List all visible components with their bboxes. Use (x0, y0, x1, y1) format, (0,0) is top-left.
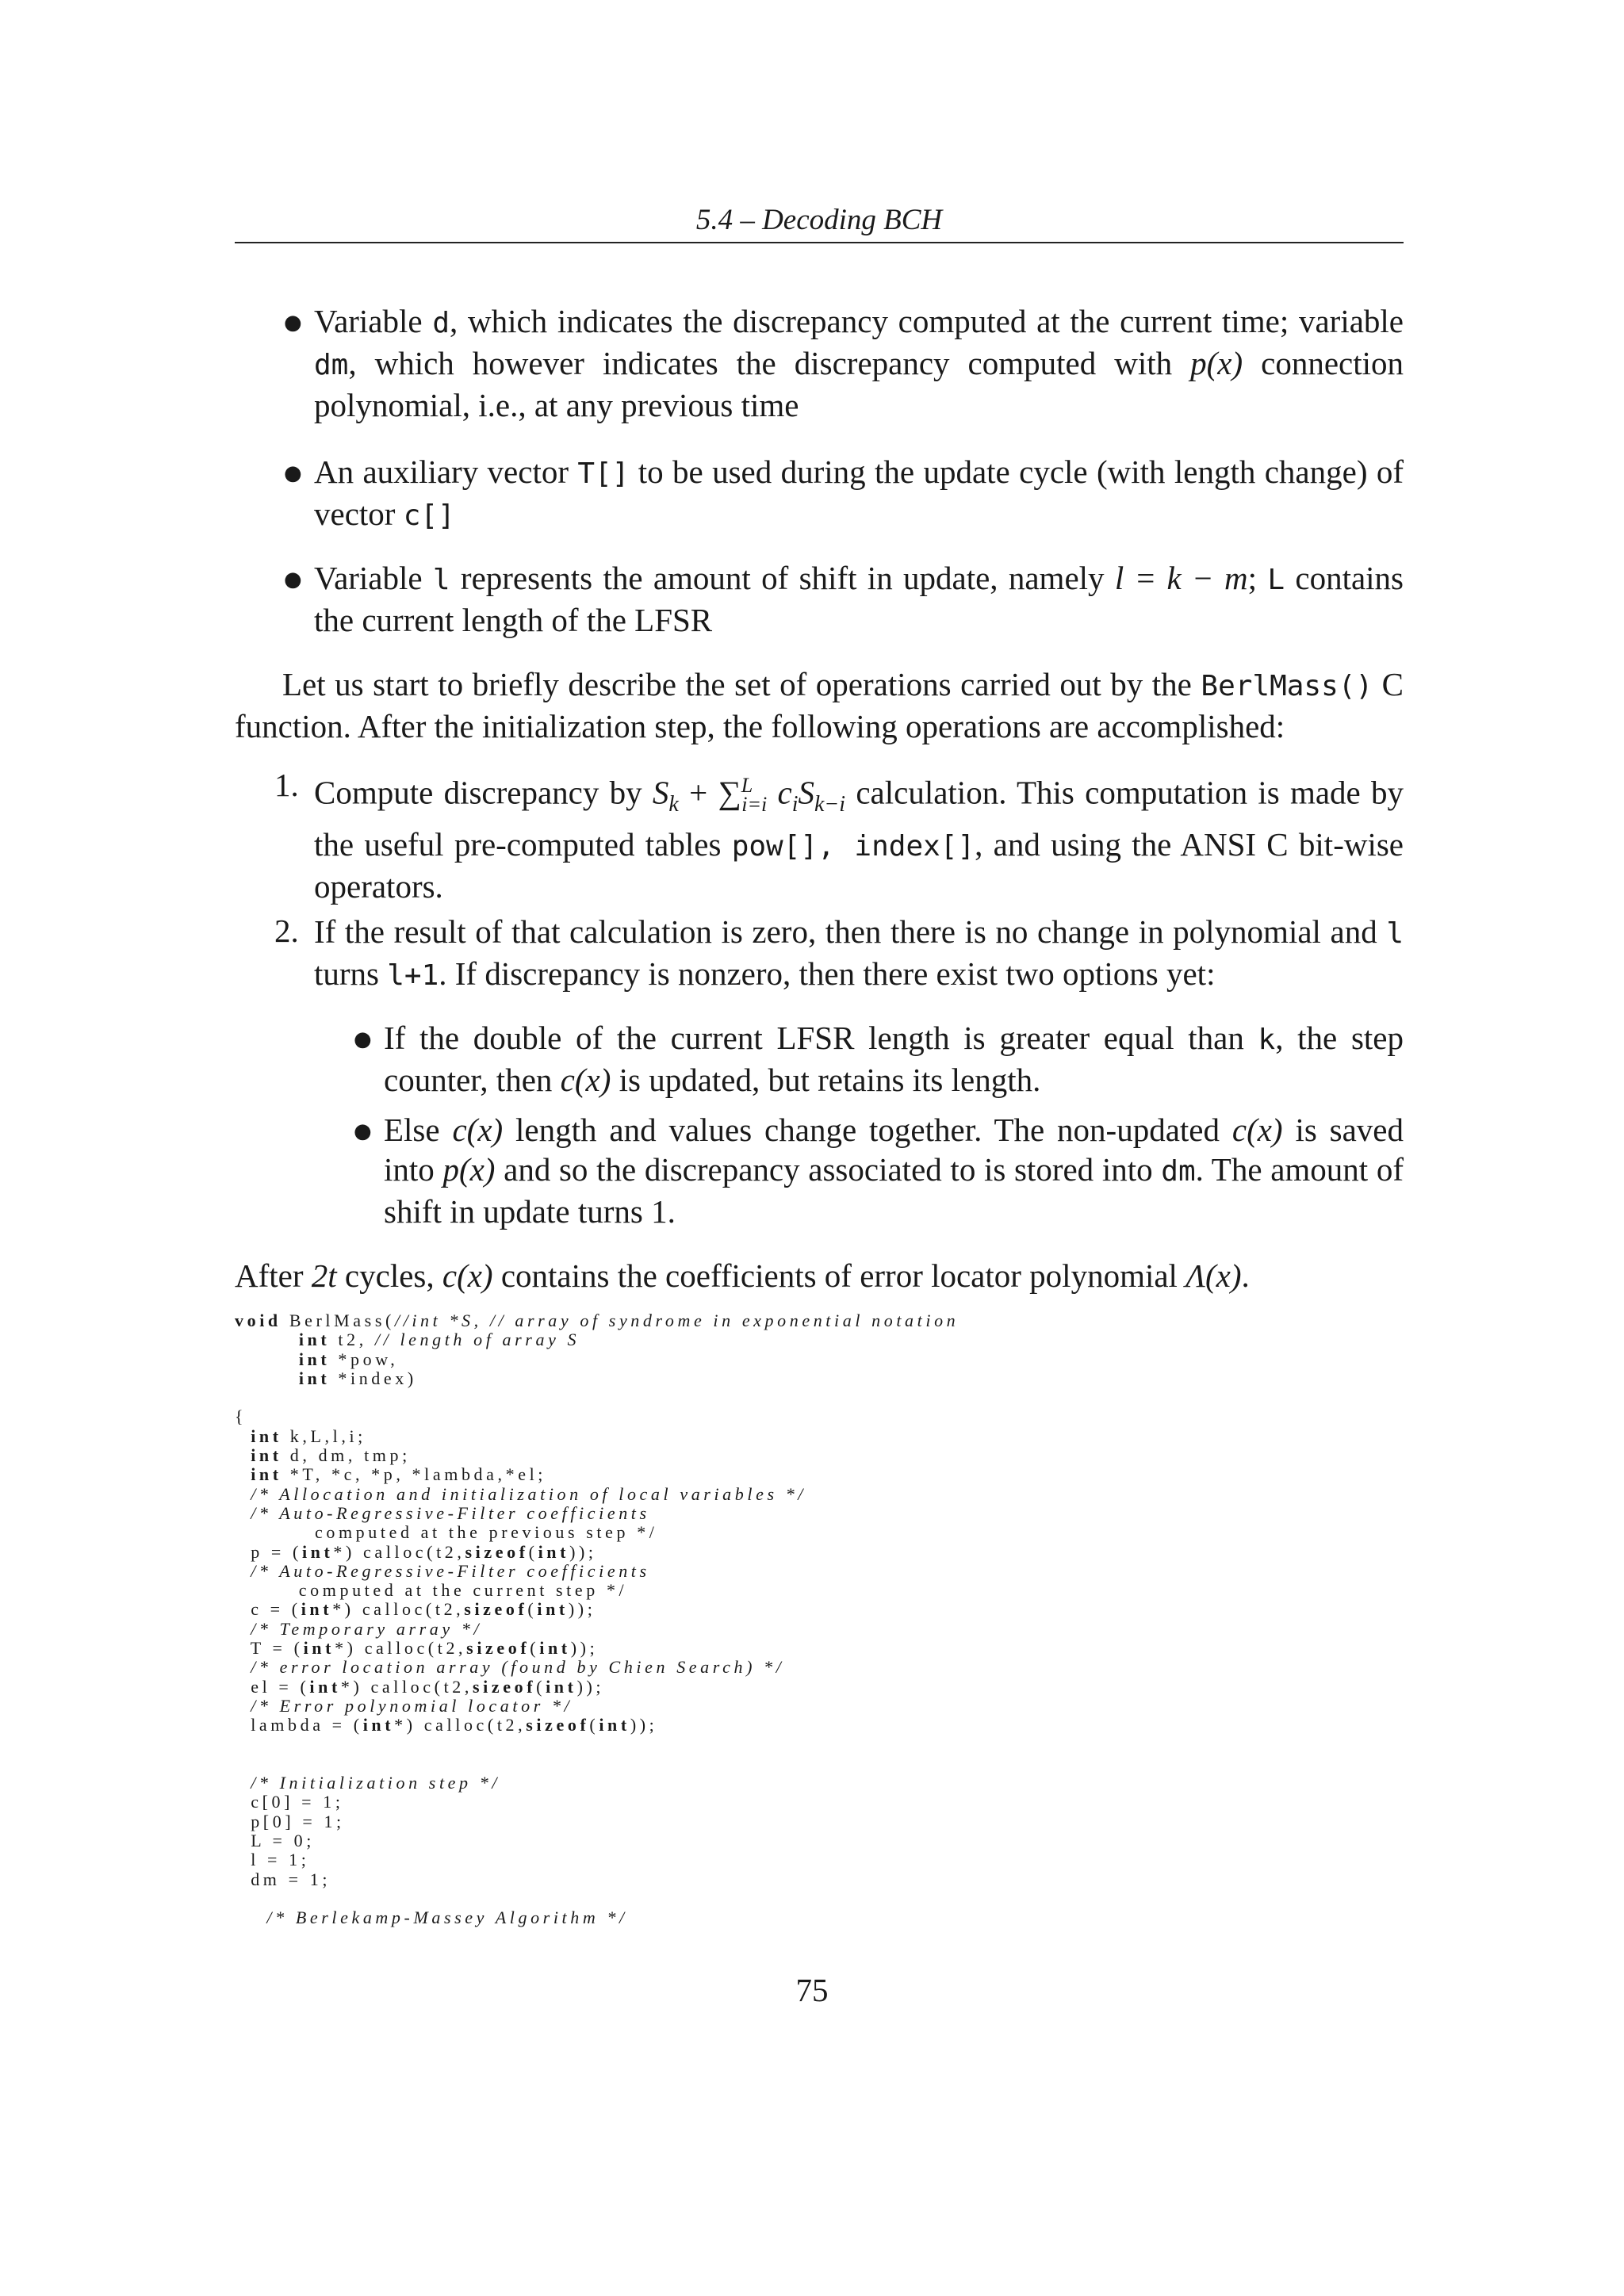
math-inline: c(x) (442, 1257, 493, 1294)
code-line (235, 1735, 959, 1755)
code-line: int t2, // length of array S (298, 1330, 580, 1350)
code-line: int *pow, (298, 1349, 399, 1369)
code-line: /* Berlekamp-Massey Algorithm */ (266, 1908, 628, 1928)
code-line (235, 1889, 959, 1908)
header-rule (235, 242, 1404, 243)
text-run: is saved into (384, 1112, 1404, 1188)
numbered-item-result (314, 912, 1404, 996)
code-inline: k (1258, 1024, 1276, 1056)
math-sum: + ∑ (678, 774, 741, 811)
math-subscript: i (791, 791, 799, 817)
code-line: { (235, 1406, 247, 1427)
bullet-icon: ● (354, 1027, 372, 1051)
text-run: Compute discrepancy by (314, 774, 653, 811)
text-run: and so the discrepancy associated to is stored into (495, 1151, 1162, 1188)
code-line: /* Auto-Regressive-Filter coefficients (251, 1502, 650, 1523)
math-superscript: L (741, 774, 753, 797)
code-line: int d, dm, tmp; (251, 1445, 411, 1466)
math-inline: c(x) (1231, 1112, 1283, 1148)
list-number: 2. (274, 913, 299, 949)
code-line: void BerlMass(//int *S, // array of syndrome in exponential notation (235, 1311, 959, 1330)
code-line: int k,L,l,i; (251, 1425, 366, 1446)
math-inline: p(x) (1190, 345, 1243, 381)
sub-bullet-length-change (384, 1110, 1404, 1231)
text-run: represents the amount of shift in update, namely (450, 560, 1115, 596)
code-inline: BerlMass() (1201, 670, 1373, 702)
text-run: , the step counter, then (384, 1020, 1404, 1098)
code-line: /* Auto-Regressive-Filter coefficients (251, 1560, 650, 1581)
numbered-item-compute (314, 766, 1404, 906)
code-inline: dm (314, 349, 349, 381)
code-inline: c[] (403, 499, 455, 532)
code-inline: l (1386, 917, 1404, 950)
text-run: Variable (314, 303, 433, 339)
text-run: Variable (314, 560, 433, 596)
text-run: is updated, but retains its length. (611, 1062, 1041, 1098)
code-line: c = (int*) calloc(t2,sizeof(int)); (235, 1599, 596, 1620)
text-run: If the double of the current LFSR length is greater equal than (384, 1020, 1258, 1056)
text-run: An auxiliary vector (314, 453, 578, 490)
math-subscript: i=i (741, 792, 768, 816)
code-line: p[0] = 1; (235, 1811, 345, 1831)
text-run: , and using the ANSI C bit-wise operators. (314, 825, 1404, 905)
text-run: If the result of that calculation is zero, then there is no change in polynomial and (314, 913, 1387, 950)
math-inline: p(x) (442, 1151, 496, 1188)
list-number: 1. (274, 767, 299, 803)
math-inline: c(x) (452, 1112, 504, 1148)
text-run: calculation. This computation is made by the useful pre-computed tables (314, 774, 1404, 863)
text-run: ; (1247, 560, 1268, 596)
code-line: /* Temporary array */ (251, 1618, 483, 1639)
text-run: , which however indicates the discrepancy computed with (348, 345, 1191, 381)
math-subscript: k (668, 791, 679, 817)
code-line: /* Error polynomial locator */ (251, 1695, 573, 1716)
bullet-icon: ● (284, 568, 302, 591)
text-run: connection polynomial, i.e., at any previous time (314, 345, 1404, 423)
code-line (235, 1755, 959, 1774)
text-run: C function. After the initialization step, the following operations are accomplished: (235, 666, 1404, 744)
math-inline: Λ(x) (1185, 1257, 1242, 1294)
code-line: el = (int*) calloc(t2,sizeof(int)); (235, 1676, 605, 1697)
code-listing (235, 1311, 959, 1928)
page-number: 75 (795, 1972, 829, 2008)
code-inline: dm (1161, 1155, 1196, 1188)
code-line: lambda = (int*) calloc(t2,sizeof(int)); (235, 1715, 658, 1735)
text-run: After (235, 1257, 312, 1294)
text-run: Let us start to briefly describe the set of operations carried out by the (282, 666, 1201, 702)
code-line: int *index) (298, 1368, 417, 1388)
text-run: to be used during the update cycle (with length change) of vector (314, 453, 1404, 532)
text-run: contains the current length of the LFSR (314, 560, 1404, 638)
math-inline: c(x) (560, 1062, 611, 1098)
sub-bullet-retain-length (384, 1018, 1404, 1100)
text-run: . (1241, 1257, 1250, 1294)
code-line: computed at the current step */ (235, 1580, 628, 1601)
code-line: /* Initialization step */ (251, 1773, 501, 1793)
text-run: , which indicates the discrepancy computed at the current time; variable (450, 303, 1404, 339)
code-inline: pow[], index[] (731, 829, 975, 863)
code-inline: L (1267, 564, 1285, 596)
code-line: computed at the previous step */ (235, 1522, 658, 1543)
code-inline: l (432, 564, 450, 596)
bullet-icon: ● (284, 461, 302, 485)
code-inline: T[] (577, 457, 630, 490)
code-line (235, 1388, 959, 1407)
math-inline: 2t (311, 1257, 337, 1294)
text-run: . If discrepancy is nonzero, then there exist two options yet: (439, 955, 1216, 992)
code-inline: d (432, 307, 450, 339)
code-line: dm = 1; (235, 1869, 331, 1889)
code-line: int *T, *c, *p, *lambda,*el; (251, 1464, 547, 1485)
bullet-item-shift (314, 558, 1404, 640)
code-line: p = (int*) calloc(t2,sizeof(int)); (235, 1541, 597, 1562)
code-line: /* Allocation and initialization of local variables */ (251, 1483, 807, 1504)
paragraph-after (235, 1256, 1404, 1295)
bullet-item-discrepancy (314, 301, 1404, 425)
math-subscript: k−i (814, 791, 846, 817)
code-line: c[0] = 1; (235, 1792, 344, 1812)
math-inline: l = k − m (1114, 560, 1248, 596)
text-run: contains the coefficients of error locator polynomial (492, 1257, 1186, 1294)
math-inline: S (652, 774, 669, 811)
code-inline: l+1 (387, 959, 439, 992)
code-line: /* error location array (found by Chien Search) */ (251, 1657, 785, 1678)
text-run: turns (314, 955, 388, 992)
text-run: Else (384, 1112, 453, 1148)
bullet-icon: ● (284, 311, 302, 335)
text-run: . The amount of shift in update turns 1. (384, 1151, 1404, 1230)
bullet-item-auxiliary-vector (314, 452, 1404, 536)
running-head: 5.4 – Decoding BCH (695, 204, 943, 236)
bullet-icon: ● (354, 1119, 372, 1143)
math-inline: c (767, 774, 792, 811)
paragraph-intro (235, 664, 1404, 746)
code-line: L = 0; (235, 1831, 315, 1851)
code-line: l = 1; (235, 1850, 310, 1870)
code-line: T = (int*) calloc(t2,sizeof(int)); (235, 1638, 599, 1659)
math-inline: S (798, 774, 814, 811)
text-run: cycles, (336, 1257, 442, 1294)
text-run: length and values change together. The non-updated (503, 1112, 1232, 1148)
